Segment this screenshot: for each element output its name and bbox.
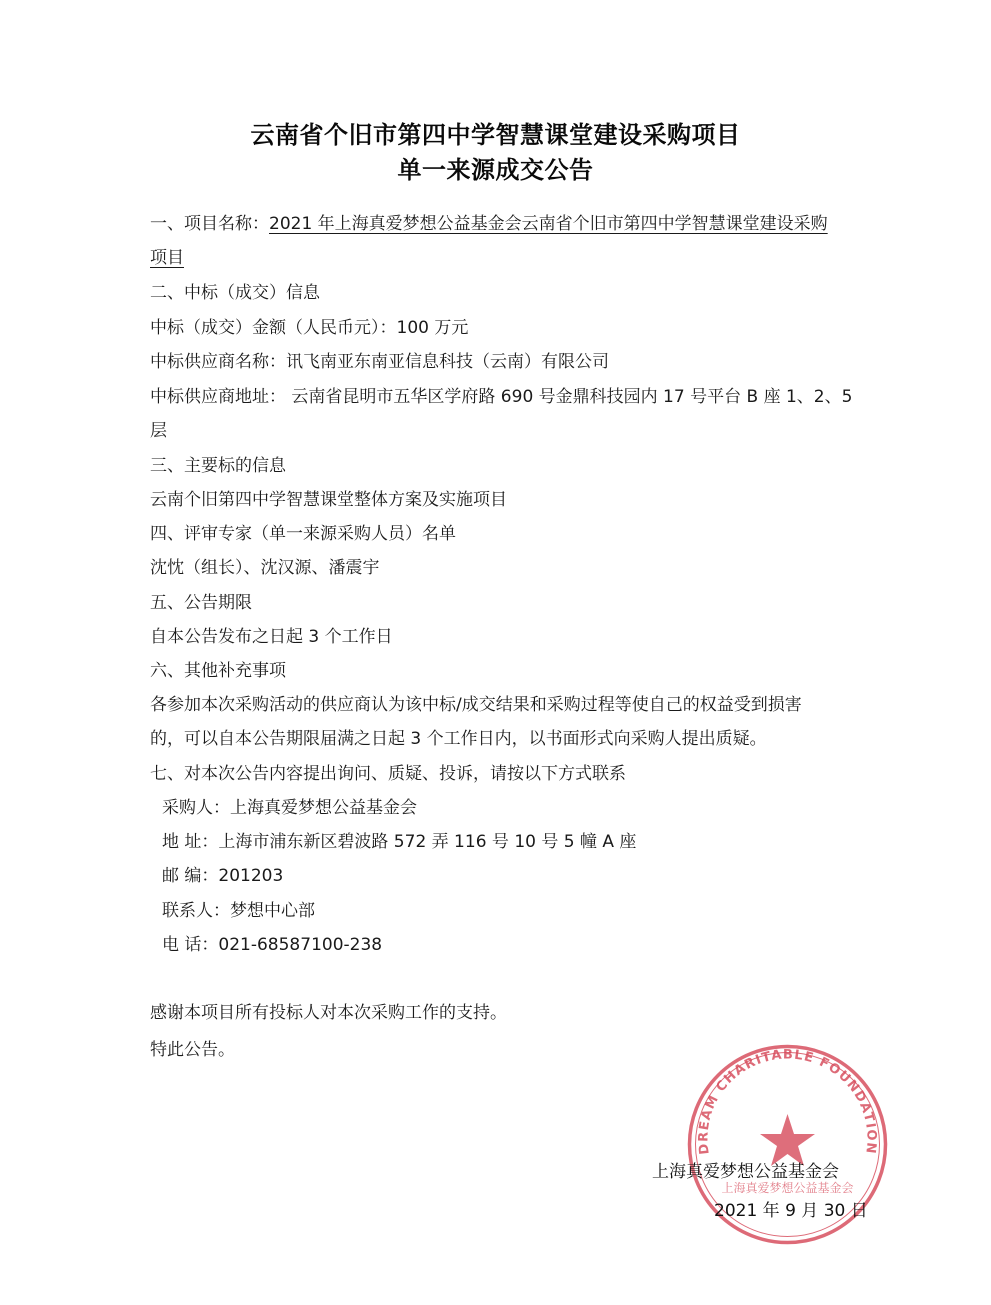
section-heading-contact: 七、对本次公告内容提出询问、质疑、投诉，请按以下方式联系 (150, 764, 626, 784)
signature-org: 上海真爱梦想公益基金会 (652, 1162, 839, 1182)
supplier-address: 中标供应商地址： 云南省昆明市五华区学府路 690 号金鼎科技园内 17 号平台 B 座 1、2、5 (150, 387, 853, 407)
other-body-1: 各参加本次采购活动的供应商认为该中标/成交结果和采购过程等使自己的权益受到损害 (150, 695, 802, 715)
signature-date: 2021 年 9 月 30 日 (714, 1201, 868, 1221)
svg-text:DREAM CHARITABLE FOUNDATION: DREAM CHARITABLE FOUNDATION (696, 1047, 879, 1156)
experts-body: 沈忱（组长）、沈汉源、潘震宇 (150, 558, 380, 578)
project-name-label: 一、项目名称： (150, 214, 269, 234)
subject-body: 云南个旧第四中学智慧课堂整体方案及实施项目 (150, 490, 507, 510)
section-heading-period: 五、公告期限 (150, 593, 252, 613)
project-name-line (150, 209, 828, 234)
contact-phone: 电 话：021-68587100-238 (162, 935, 383, 955)
document-subtitle: 单一来源成交公告 (397, 156, 594, 184)
section-heading-award: 二、中标（成交）信息 (150, 283, 320, 303)
other-body-2: 的，可以自本公告期限届满之日起 3 个工作日内，以书面形式向采购人提出质疑。 (150, 729, 767, 749)
supplier-name: 中标供应商名称：讯飞南亚东南亚信息科技（云南）有限公司 (150, 352, 609, 372)
closing-thanks: 感谢本项目所有投标人对本次采购工作的支持。 (150, 1003, 507, 1023)
period-body: 自本公告发布之日起 3 个工作日 (150, 627, 393, 647)
project-name-value-cont: 项目 (150, 248, 184, 268)
project-name-value: 2021 年上海真爱梦想公益基金会云南省个旧市第四中学智慧课堂建设采购 (269, 214, 828, 234)
section-heading-experts: 四、评审专家（单一来源采购人员）名单 (150, 524, 456, 544)
svg-text:上海真爱梦想公益基金会: 上海真爱梦想公益基金会 (721, 1181, 854, 1195)
document-title: 云南省个旧市第四中学智慧课堂建设采购项目 (250, 121, 741, 149)
section-heading-other: 六、其他补充事项 (150, 661, 286, 681)
award-amount: 中标（成交）金额（人民币元）：100 万元 (150, 318, 469, 338)
contact-postcode: 邮 编：201203 (162, 866, 284, 886)
supplier-address-cont: 层 (150, 421, 167, 441)
contact-purchaser: 采购人：上海真爱梦想公益基金会 (162, 798, 417, 818)
closing-special: 特此公告。 (150, 1040, 235, 1060)
section-heading-subject: 三、主要标的信息 (150, 456, 286, 476)
contact-address: 地 址：上海市浦东新区碧波路 572 弄 116 号 10 号 5 幢 A 座 (162, 832, 637, 852)
contact-person: 联系人：梦想中心部 (162, 901, 315, 921)
